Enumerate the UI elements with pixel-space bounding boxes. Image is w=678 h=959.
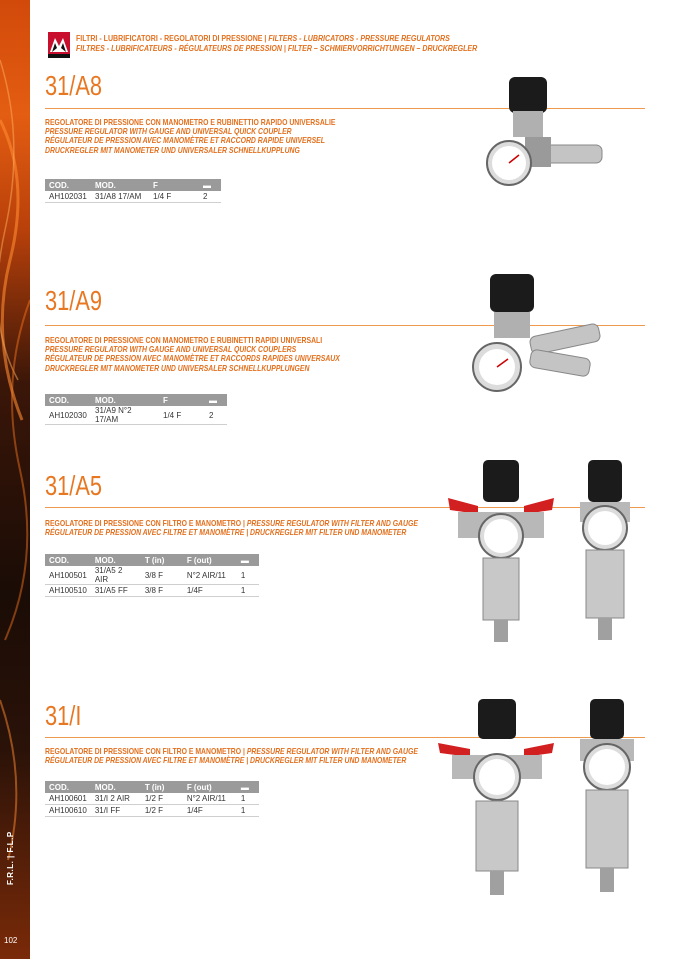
cell-pack: 2 bbox=[205, 406, 227, 425]
box-icon: ▬ bbox=[240, 555, 249, 565]
table-row bbox=[45, 406, 227, 425]
cell-pack: 1 bbox=[237, 585, 259, 597]
table-row bbox=[45, 805, 259, 817]
cell-f-out: N°2 AIR/11 bbox=[183, 566, 237, 585]
col-f: F bbox=[149, 179, 199, 191]
col-mod: MOD. bbox=[91, 179, 149, 191]
cell-cod: AH100501 bbox=[45, 566, 91, 585]
product-code: 31/A8 bbox=[45, 70, 103, 101]
col-f-out: F (out) bbox=[183, 781, 237, 793]
sidebar-section-label: F.R.L. | F.L.P bbox=[6, 831, 15, 885]
desc-en: PRESSURE REGULATOR WITH FILTER AND GAUGE bbox=[246, 746, 418, 756]
product-code: 31/A5 bbox=[45, 470, 103, 501]
col-t-in: T (in) bbox=[141, 554, 183, 566]
col-cod: COD. bbox=[45, 781, 91, 793]
table-row bbox=[45, 191, 221, 203]
desc-fr-de: RÉGULATEUR DE PRESSION AVEC FILTRE ET MANOMÈTRE | DRUCKREGLER MIT FILTER UND MANOMETER bbox=[45, 527, 407, 538]
cell-t-in: 3/8 F bbox=[141, 585, 183, 597]
cell-cod: AH102031 bbox=[45, 191, 91, 203]
product-table bbox=[45, 554, 259, 597]
product-table bbox=[45, 394, 227, 425]
regulator-31-a8-image bbox=[485, 75, 605, 195]
catalog-header bbox=[76, 33, 477, 53]
table-row bbox=[45, 585, 259, 597]
col-mod: MOD. bbox=[91, 554, 141, 566]
col-cod: COD. bbox=[45, 554, 91, 566]
cell-f: 1/4 F bbox=[149, 191, 199, 203]
desc-it: REGOLATORE DI PRESSIONE CON FILTRO E MANOMETRO | bbox=[45, 746, 247, 756]
box-icon: ▬ bbox=[240, 782, 249, 792]
cell-f-out: 1/4F bbox=[183, 585, 237, 597]
desc-fr: RÉGULATEUR DE PRESSION AVEC MANOMÈTRE ET RACCORDS RAPIDES UNIVERSAUX bbox=[45, 353, 340, 364]
cell-t-in: 1/2 F bbox=[141, 805, 183, 817]
regulator-31-a9-image bbox=[470, 272, 620, 397]
cell-mod: 31/A5 2 AIR bbox=[91, 566, 141, 585]
desc-it: REGOLATORE DI PRESSIONE CON MANOMETRO E RUBINETTIO RAPIDO UNIVERSALIE bbox=[45, 117, 336, 127]
product-description bbox=[45, 747, 418, 765]
product-code: 31/A9 bbox=[45, 285, 103, 316]
desc-fr: RÉGULATEUR DE PRESSION AVEC MANOMÈTRE ET RACCORD RAPIDE UNIVERSEL bbox=[45, 135, 325, 146]
desc-it: REGOLATORE DI PRESSIONE CON MANOMETRO E RUBINETTI RAPIDI UNIVERSALI bbox=[45, 335, 323, 345]
desc-de: DRUCKREGLER MIT MANOMETER UND UNIVERSALER SCHNELLKUPPLUNGEN bbox=[45, 362, 310, 373]
cell-t-in: 1/2 F bbox=[141, 793, 183, 805]
col-f: F bbox=[159, 394, 205, 406]
product-description bbox=[45, 336, 340, 373]
cell-pack: 1 bbox=[237, 566, 259, 585]
box-icon: ▬ bbox=[203, 180, 211, 190]
desc-en: PRESSURE REGULATOR WITH GAUGE AND UNIVERSAL QUICK COUPLER bbox=[45, 126, 292, 137]
col-mod: MOD. bbox=[91, 781, 141, 793]
col-cod: COD. bbox=[45, 179, 91, 191]
table-row bbox=[45, 566, 259, 585]
col-pack bbox=[199, 179, 221, 191]
cell-cod: AH100610 bbox=[45, 805, 91, 817]
cell-mod: 31/A9 N°2 17/AM bbox=[91, 406, 159, 425]
table-header-row bbox=[45, 554, 259, 566]
regulator-31-i-images bbox=[438, 697, 648, 902]
product-table bbox=[45, 781, 259, 817]
table-header-row bbox=[45, 394, 227, 406]
product-table bbox=[45, 179, 221, 203]
sidebar-band bbox=[0, 0, 30, 959]
cell-mod: 31/I 2 AIR bbox=[91, 793, 141, 805]
page-number: 102 bbox=[4, 936, 18, 945]
product-description bbox=[45, 118, 335, 155]
cell-f: 1/4 F bbox=[159, 406, 205, 425]
cell-pack: 1 bbox=[237, 793, 259, 805]
product-code: 31/I bbox=[45, 700, 82, 731]
col-pack bbox=[237, 554, 259, 566]
table-header-row bbox=[45, 179, 221, 191]
desc-de: DRUCKREGLER MIT MANOMETER UND UNIVERSALER SCHNELLKUPPLUNG bbox=[45, 144, 300, 155]
col-mod: MOD. bbox=[91, 394, 159, 406]
col-t-in: T (in) bbox=[141, 781, 183, 793]
cell-cod: AH100601 bbox=[45, 793, 91, 805]
cell-f-out: 1/4F bbox=[183, 805, 237, 817]
cell-pack: 2 bbox=[199, 191, 221, 203]
cell-cod: AH100510 bbox=[45, 585, 91, 597]
header-line2-fr: FILTRES - LUBRIFICATEURS - RÉGULATEURS DE PRESSION | bbox=[76, 43, 288, 53]
table-row bbox=[45, 793, 259, 805]
desc-en: PRESSURE REGULATOR WITH GAUGE AND UNIVERSAL QUICK COUPLERS bbox=[45, 344, 297, 355]
col-pack bbox=[237, 781, 259, 793]
regulator-31-a5-images bbox=[448, 458, 648, 653]
cell-mod: 31/A8 17/AM bbox=[91, 191, 149, 203]
header-line2-de: FILTER – SCHMIERVORRICHTUNGEN – DRUCKREGLER bbox=[287, 43, 478, 53]
cell-f-out: N°2 AIR/11 bbox=[183, 793, 237, 805]
desc-it: REGOLATORE DI PRESSIONE CON FILTRO E MANOMETRO | bbox=[45, 518, 247, 528]
col-cod: COD. bbox=[45, 394, 91, 406]
brand-logo bbox=[48, 32, 70, 58]
box-icon: ▬ bbox=[209, 395, 217, 405]
col-pack bbox=[205, 394, 227, 406]
product-description bbox=[45, 519, 418, 537]
cell-cod: AH102030 bbox=[45, 406, 91, 425]
desc-fr-de: RÉGULATEUR DE PRESSION AVEC FILTRE ET MANOMÈTRE | DRUCKREGLER MIT FILTER UND MANOMETER bbox=[45, 755, 407, 766]
sidebar-swoosh-graphic bbox=[0, 0, 30, 959]
desc-en: PRESSURE REGULATOR WITH FILTER AND GAUGE bbox=[246, 518, 418, 528]
table-header-row bbox=[45, 781, 259, 793]
cell-mod: 31/I FF bbox=[91, 805, 141, 817]
cell-pack: 1 bbox=[237, 805, 259, 817]
cell-t-in: 3/8 F bbox=[141, 566, 183, 585]
col-f-out: F (out) bbox=[183, 554, 237, 566]
header-line1-en: FILTERS - LUBRICATORS - PRESSURE REGULATORS bbox=[268, 33, 450, 43]
cell-mod: 31/A5 FF bbox=[91, 585, 141, 597]
header-line1-it: FILTRI - LUBRIFICATORI - REGOLATORI DI PRESSIONE | bbox=[76, 33, 269, 43]
